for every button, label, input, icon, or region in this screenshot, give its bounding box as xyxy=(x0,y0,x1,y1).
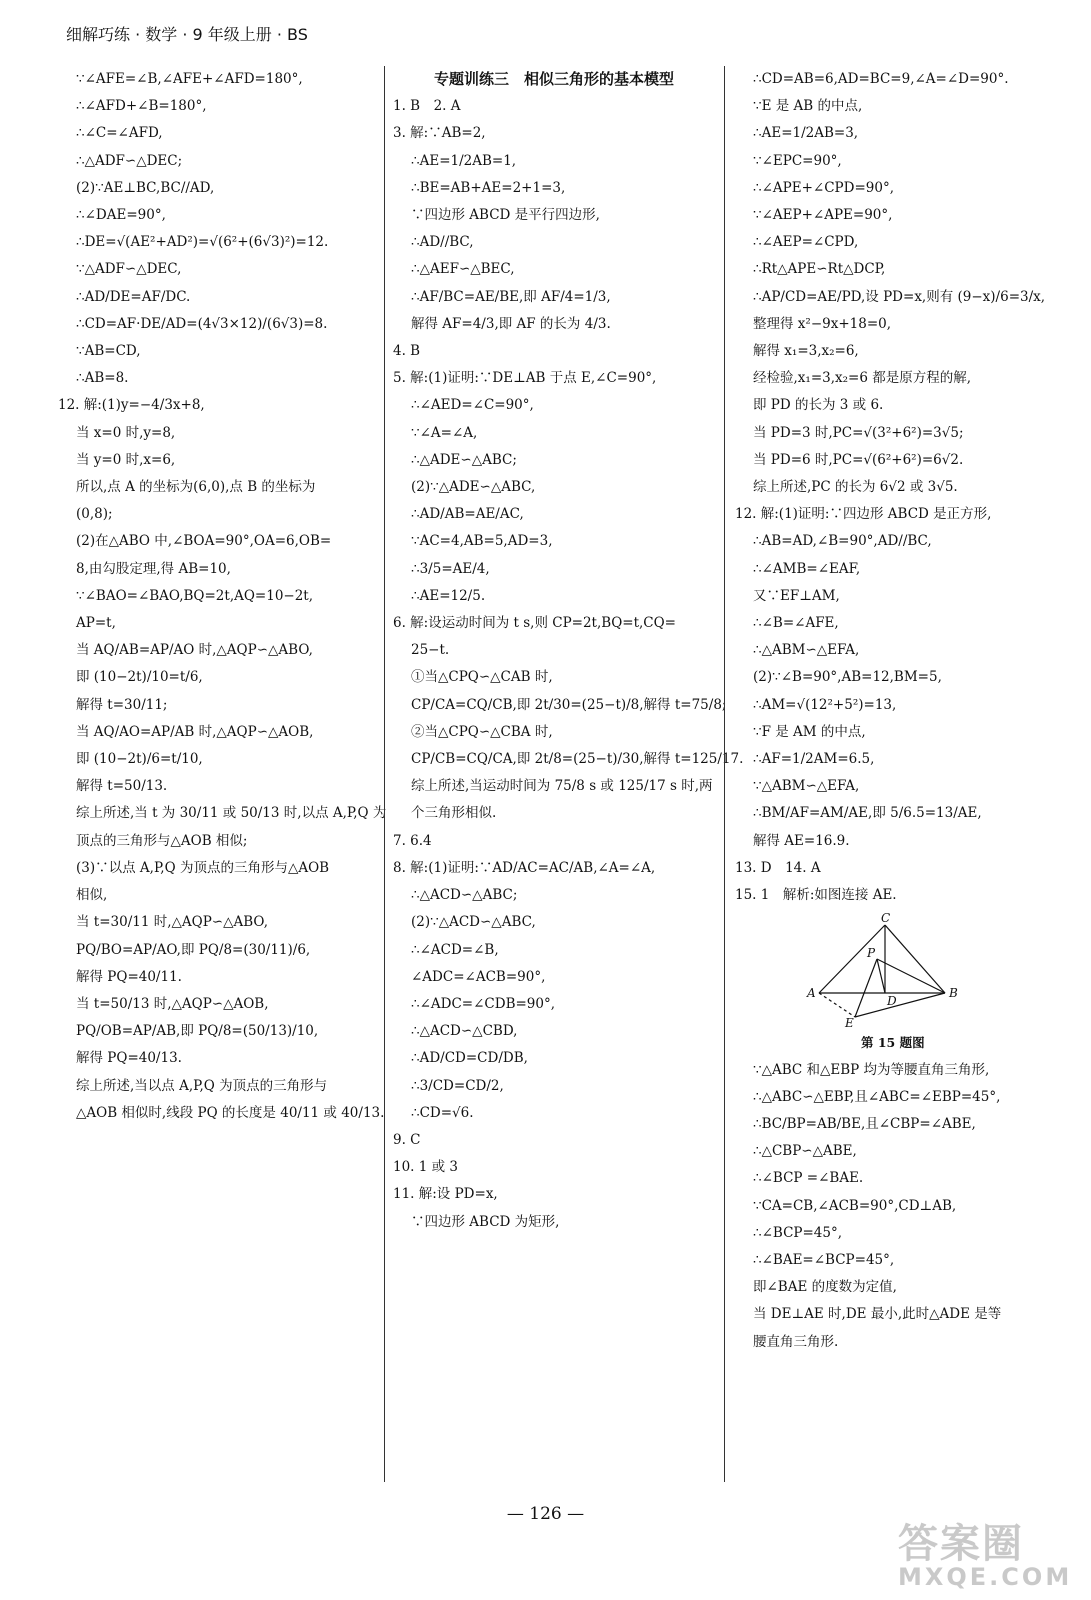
text-line: ∴CD=√6. xyxy=(411,1104,474,1121)
text-line: 解得 PQ=40/11. xyxy=(76,968,182,985)
text-line: 解得 t=50/13. xyxy=(76,778,168,795)
text-line: 7. 6.4 xyxy=(393,832,432,849)
text-line: ∴AF=1/2AM=6.5, xyxy=(753,751,875,768)
text-line: 8. 解:(1)证明:∵AD/AC=AC/AB,∠A=∠A, xyxy=(393,859,656,876)
text-line: 当 PD=6 时,PC=√(6²+6²)=6√2. xyxy=(753,451,964,468)
column-divider-1 xyxy=(384,66,385,1482)
text-line: ②当△CPQ∽△CBA 时, xyxy=(411,723,553,740)
text-line: PQ/OB=AP/AB,即 PQ/8=(50/13)/10, xyxy=(76,1023,319,1040)
text-line: CP/CB=CQ/CA,即 2t/8=(25−t)/30,解得 t=125/17. xyxy=(411,751,744,768)
segment-PB xyxy=(877,959,945,993)
text-line: 当 AQ/AB=AP/AO 时,△AQP∽△ABO, xyxy=(76,642,313,659)
text-line: 当 y=0 时,x=6, xyxy=(76,451,176,468)
text-line: ∵△ABC 和△EBP 均为等腰直角三角形, xyxy=(753,1061,990,1078)
text-line: (2)∵AE⊥BC,BC//AD, xyxy=(76,179,215,196)
text-line: ∵四边形 ABCD 是平行四边形, xyxy=(411,207,600,224)
text-line: 12. 解:(1)y=−4/3x+8, xyxy=(58,397,205,414)
text-line: 15. 1 解析:如图连接 AE. xyxy=(735,887,897,904)
text-line: ∴DE=√(AE²+AD²)=√(6²+(6√3)²)=12. xyxy=(76,234,329,251)
text-line: ∴AP/CD=AE/PD,设 PD=x,则有 (9−x)/6=3/x, xyxy=(753,288,1046,305)
text-line: ∴∠AFD+∠B=180°, xyxy=(76,98,207,115)
text-line: ∴AE=1/2AB=1, xyxy=(411,152,517,169)
text-line: ∵E 是 AB 的中点, xyxy=(753,98,863,115)
text-line: ∵∠EPC=90°, xyxy=(753,152,842,169)
text-line: ∴AB=AD,∠B=90°,AD//BC, xyxy=(753,533,932,550)
segment-EB xyxy=(855,993,945,1017)
text-line: ∴Rt△APE∽Rt△DCP, xyxy=(753,261,886,278)
text-line: ∴AE=12/5. xyxy=(411,587,486,604)
text-line: 综上所述,当以点 A,P,Q 为顶点的三角形与 xyxy=(76,1077,328,1094)
left-lines xyxy=(58,66,387,1127)
text-line: 顶点的三角形与△AOB 相似; xyxy=(76,832,248,849)
text-line: ∴△ABC∽△EBP,且∠ABC=∠EBP=45°, xyxy=(753,1088,1001,1105)
text-line: ∴∠BCP=45°, xyxy=(753,1224,843,1241)
label-C: C xyxy=(881,913,891,926)
text-line: 即 (10−2t)/10=t/6, xyxy=(76,669,203,686)
column-divider-2 xyxy=(724,66,725,1482)
text-line: ∵∠BAO=∠BAO,BQ=2t,AQ=10−2t, xyxy=(76,587,314,604)
text-line: ∴AE=1/2AB=3, xyxy=(753,125,859,142)
text-line: 1. B 2. A xyxy=(393,98,461,115)
text-line: ∴BE=AB+AE=2+1=3, xyxy=(411,179,566,196)
text-line: ∴BC/BP=AB/BE,且∠CBP=∠ABE, xyxy=(753,1115,976,1132)
text-line: 25−t. xyxy=(411,642,450,659)
text-line: ①当△CPQ∽△CAB 时, xyxy=(411,669,553,686)
text-line: 6. 解:设运动时间为 t s,则 CP=2t,BQ=t,CQ= xyxy=(393,615,676,632)
text-line: 又∵EF⊥AM, xyxy=(753,587,840,604)
text-line: 当 DE⊥AE 时,DE 最小,此时△ADE 是等 xyxy=(753,1306,1002,1323)
page-number: — 126 — xyxy=(506,1504,585,1524)
text-line: 当 t=50/13 时,△AQP∽△AOB, xyxy=(76,995,269,1012)
text-line: ∴AD//BC, xyxy=(411,234,474,251)
text-line: ∴3/5=AE/4, xyxy=(411,560,490,577)
segment-AE xyxy=(819,993,855,1017)
running-header: 细解巧练 · 数学 · 9 年级上册 · BS xyxy=(66,25,308,44)
text-line: 解得 AE=16.9. xyxy=(753,832,850,849)
text-line: 5. 解:(1)证明:∵DE⊥AB 于点 E,∠C=90°, xyxy=(393,370,657,387)
text-line: 即 (10−2t)/6=t/10, xyxy=(76,751,203,768)
text-line: ∴BM/AF=AM/AE,即 5/6.5=13/AE, xyxy=(753,805,982,822)
label-A: A xyxy=(807,986,816,1001)
text-line: ∴∠C=∠AFD, xyxy=(76,125,163,142)
text-line: ∴∠B=∠AFE, xyxy=(753,615,839,632)
text-line: ∴AD/DE=AF/DC. xyxy=(76,288,191,305)
text-line: ∴∠BCP =∠BAE. xyxy=(753,1170,864,1187)
text-line: ∵AB=CD, xyxy=(76,343,141,360)
text-line: 当 PD=3 时,PC=√(3²+6²)=3√5; xyxy=(753,424,964,441)
segment-PE xyxy=(855,959,877,1017)
watermark-line2: MXQE.COM xyxy=(898,1563,1073,1591)
section-title: 专题训练三 相似三角形的基本模型 xyxy=(433,70,674,88)
text-line: 个三角形相似. xyxy=(411,805,497,822)
text-line: 经检验,x₁=3,x₂=6 都是原方程的解, xyxy=(753,370,972,387)
column-right xyxy=(735,66,1055,1356)
text-line: 整理得 x²−9x+18=0, xyxy=(753,315,892,332)
text-line: ∴△ACD∽△ABC; xyxy=(411,887,518,904)
text-line: ∵CA=CB,∠ACB=90°,CD⊥AB, xyxy=(753,1197,957,1214)
text-line: ∴AB=8. xyxy=(76,370,129,387)
right-lines-bottom xyxy=(735,1057,1055,1356)
text-line: 解得 AF=4/3,即 AF 的长为 4/3. xyxy=(411,315,611,332)
text-line: 综上所述,当运动时间为 75/8 s 或 125/17 s 时,两 xyxy=(411,778,713,795)
segment-CA xyxy=(819,925,885,993)
right-lines-top xyxy=(735,66,1055,909)
problem-15-figure xyxy=(805,913,975,1029)
text-line: 即∠BAE 的度数为定值, xyxy=(753,1279,897,1296)
text-line: (2)在△ABO 中,∠BOA=90°,OA=6,OB= xyxy=(76,533,332,550)
text-line: ∵∠A=∠A, xyxy=(411,424,478,441)
text-line: (2)∵△ACD∽△ABC, xyxy=(411,914,536,931)
text-line: ∴△AEF∽△BEC, xyxy=(411,261,515,278)
text-line: 13. D 14. A xyxy=(735,859,821,876)
text-line: ∴△CBP∽△ABE, xyxy=(753,1143,857,1160)
text-line: 9. C xyxy=(393,1131,421,1148)
text-line: 所以,点 A 的坐标为(6,0),点 B 的坐标为 xyxy=(76,479,316,496)
text-line: ∵∠AEP+∠APE=90°, xyxy=(753,207,893,224)
text-line: 4. B xyxy=(393,343,421,360)
text-line: AP=t, xyxy=(76,615,116,632)
figure-caption: 第 15 题图 xyxy=(861,1035,925,1051)
text-line: ∴AF/BC=AE/BE,即 AF/4=1/3, xyxy=(411,288,611,305)
text-line: ∴∠ACD=∠B, xyxy=(411,941,499,958)
segment-CB xyxy=(885,925,945,993)
text-line: (3)∵以点 A,P,Q 为顶点的三角形与△AOB xyxy=(76,859,330,876)
text-line: ∴△ADF∽△DEC; xyxy=(76,152,183,169)
text-line: ∴∠APE+∠CPD=90°, xyxy=(753,179,894,196)
label-D: D xyxy=(887,994,897,1009)
text-line: ∴CD=AB=6,AD=BC=9,∠A=∠D=90°. xyxy=(753,71,1009,87)
text-line: ∵AC=4,AB=5,AD=3, xyxy=(411,533,553,550)
text-line: 解得 PQ=40/13. xyxy=(76,1050,182,1067)
text-line: ∴3/CD=CD/2, xyxy=(411,1077,504,1094)
text-line: 当 t=30/11 时,△AQP∽△ABO, xyxy=(76,914,268,931)
text-line: 即 PD 的长为 3 或 6. xyxy=(753,397,884,414)
watermark-line1: 答案圈 xyxy=(898,1521,1024,1567)
text-line: ∵△ADF∽△DEC, xyxy=(76,261,182,278)
watermark-logo xyxy=(898,1512,1072,1591)
text-line: (2)∵△ADE∽△ABC, xyxy=(411,479,536,496)
text-line: ∴∠ADC=∠CDB=90°, xyxy=(411,995,556,1012)
text-line: 3. 解:∵AB=2, xyxy=(393,125,486,142)
text-line: 综上所述,PC 的长为 6√2 或 3√5. xyxy=(753,479,958,496)
segment-PD xyxy=(877,959,885,993)
text-line: PQ/BO=AP/AO,即 PQ/8=(30/11)/6, xyxy=(76,941,311,958)
label-P: P xyxy=(867,946,876,961)
text-line: (0,8); xyxy=(76,506,113,523)
text-line: ∴△ACD∽△CBD, xyxy=(411,1023,518,1040)
text-line: 当 x=0 时,y=8, xyxy=(76,424,176,441)
text-line: ∴∠DAE=90°, xyxy=(76,207,166,224)
text-line: ∠ADC=∠ACB=90°, xyxy=(411,968,546,985)
column-left xyxy=(58,66,387,1127)
text-line: 解得 x₁=3,x₂=6, xyxy=(753,343,859,360)
text-line: (2)∵∠B=90°,AB=12,BM=5, xyxy=(753,669,942,686)
label-E: E xyxy=(845,1016,854,1030)
text-line: ∴∠AEP=∠CPD, xyxy=(753,234,859,251)
text-line: CP/CA=CQ/CB,即 2t/30=(25−t)/8,解得 t=75/8; xyxy=(411,696,727,713)
text-line: ∴AD/CD=CD/DB, xyxy=(411,1050,528,1067)
text-line: ∴∠AED=∠C=90°, xyxy=(411,397,534,414)
text-line: 综上所述,当 t 为 30/11 或 50/13 时,以点 A,P,Q 为 xyxy=(76,805,387,822)
text-line: ∵△ABM∽△EFA, xyxy=(753,778,860,795)
text-line: ∵F 是 AM 的中点, xyxy=(753,723,866,740)
text-line: ∴∠BAE=∠BCP=45°, xyxy=(753,1251,895,1268)
text-line: 12. 解:(1)证明:∵四边形 ABCD 是正方形, xyxy=(735,506,992,523)
text-line: 腰直角三角形. xyxy=(753,1333,839,1350)
text-line: 8,由勾股定理,得 AB=10, xyxy=(76,560,231,577)
text-line: △AOB 相似时,线段 PQ 的长度是 40/11 或 40/13. xyxy=(76,1104,385,1121)
label-B: B xyxy=(949,986,958,1001)
text-line: ∴AM=√(12²+5²)=13, xyxy=(753,696,897,713)
text-line: 10. 1 或 3 xyxy=(393,1159,459,1176)
text-line: 当 AQ/AO=AP/AB 时,△AQP∽△AOB, xyxy=(76,723,314,740)
text-line: 相似, xyxy=(76,887,108,904)
text-line: 解得 t=30/11; xyxy=(76,696,168,713)
text-line: ∴△ABM∽△EFA, xyxy=(753,642,860,659)
middle-lines xyxy=(393,93,744,1236)
text-line: ∴∠AMB=∠EAF, xyxy=(753,560,861,577)
text-line: ∵∠AFE=∠B,∠AFE+∠AFD=180°, xyxy=(76,71,303,87)
text-line: ∵四边形 ABCD 为矩形, xyxy=(411,1213,560,1230)
text-line: ∴△ADE∽△ABC; xyxy=(411,451,517,468)
column-middle xyxy=(393,66,744,1236)
text-line: ∴CD=AF·DE/AD=(4√3×12)/(6√3)=8. xyxy=(76,315,328,332)
text-line: ∴AD/AB=AE/AC, xyxy=(411,506,524,523)
text-line: 11. 解:设 PD=x, xyxy=(393,1186,498,1203)
